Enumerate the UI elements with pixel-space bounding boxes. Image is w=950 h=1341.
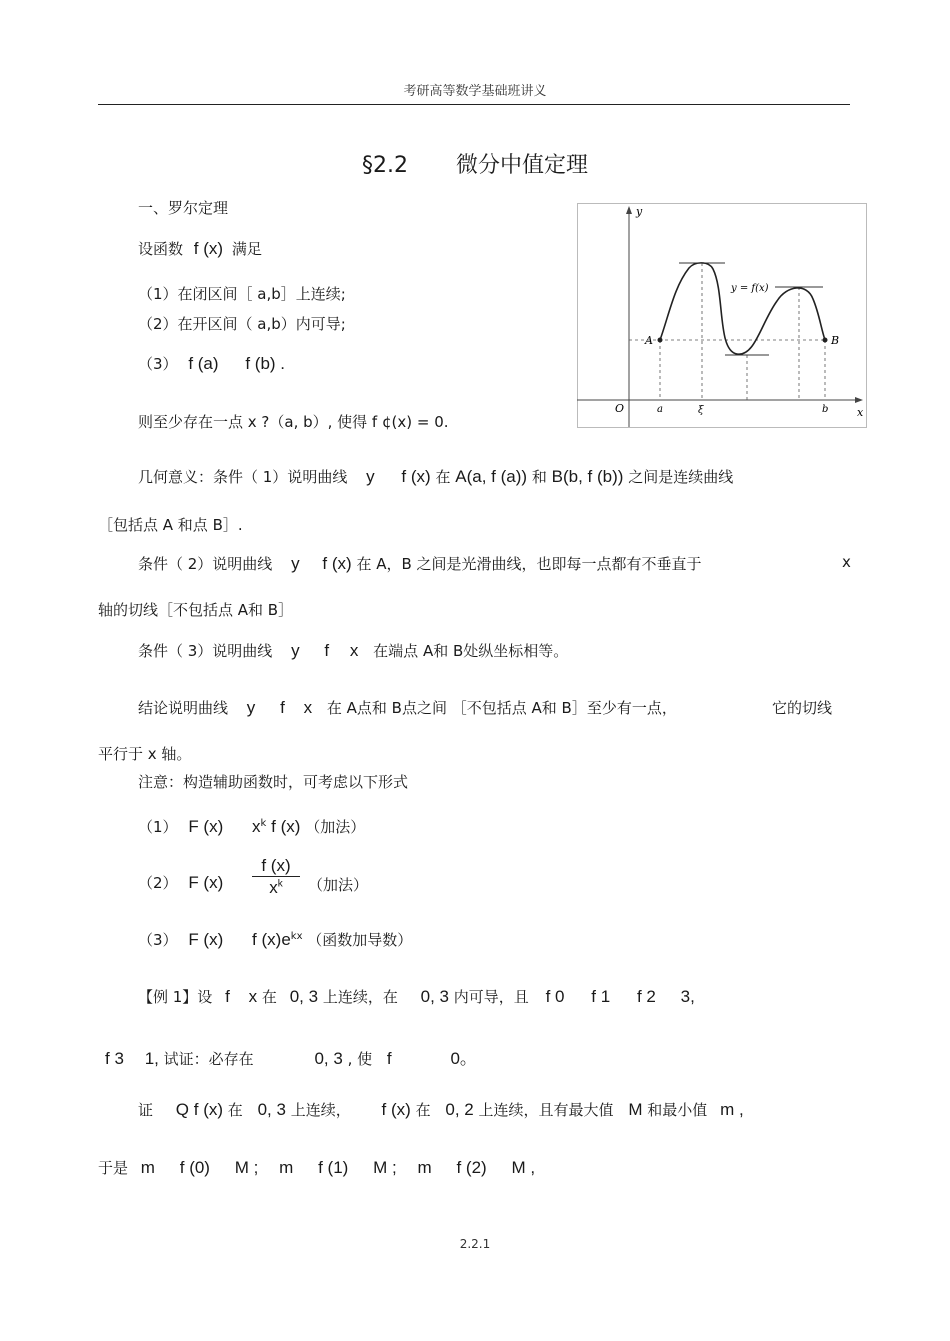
example-line-2: f 3 1, 试证：必存在 0, 3 , 使 f 0。 [105,1049,477,1068]
point-a-marker [658,338,663,343]
geo-line-1: 几何意义：条件（ 1）说明曲线 y f (x) 在 A(a, f (a)) 和 B(b, f (b)) 之间是连续曲线 [138,467,734,486]
header-rule [98,104,850,105]
theorem-conclusion: 则至少存在一点 x ?（a, b）, 使得 f ¢(x) = 0. [138,413,449,431]
proof-line-1: 证 Q f (x) 在 0, 3 上连续， f (x) 在 0, 2 上连续，且有最大值 M 和最小值 m , [138,1100,744,1119]
tick-b-label: b [822,404,829,415]
curve-label: y = f(x) [731,283,769,294]
point-b-marker [823,338,828,343]
geo-line-4: 轴的切线［不包括点 A和 B］ [98,601,294,619]
theorem-intro: 设函数 f (x) 满足 [138,239,262,258]
note-form-2-tag: （加法） [308,876,369,894]
rolle-figure [577,203,867,428]
note-form-3: （3） F (x) f $(x)e^{kx}$ （函数加导数） [138,930,413,949]
geo-line-3-x: x [842,553,851,571]
section-number: §2.2 [361,153,408,178]
geo-line-2: ［包括点 A 和点 B］. [98,516,243,534]
geo-line-6-end: 它的切线 [772,699,833,717]
example-line-1: 【例 1】设 f x 在 0, 3 上连续，在 0, 3 内可导，且 f 0 f 1 f 2 3, [138,987,695,1006]
note-form-2-fraction: f (x) $x^k$ [252,856,300,898]
geo-line-7: 平行于 x 轴。 [98,745,192,763]
origin-label: O [615,402,625,415]
section-name: 微分中值定理 [455,153,588,178]
tick-xi-label: ξ [698,405,704,416]
condition-3: （3） f (a) f (b) . [138,354,286,373]
subsection-heading: 一、罗尔定理 [138,199,229,217]
point-a-label: A [645,334,653,347]
y-axis-label: y [636,205,643,218]
note-form-2-label: （2） F (x) [138,873,224,892]
proof-line-2: 于是 m f (0) M ; m f (1) M ; m f (2) M , [98,1158,536,1177]
point-b-label: B [831,334,840,347]
condition-1: （1）在闭区间［ a,b］上连续; [138,285,346,303]
note-form-1: （1） F (x) $x^k$ f (x) （加法） [138,817,366,836]
page-number: 2.2.1 [459,1237,491,1251]
geo-line-3: 条件（ 2）说明曲线 y f (x) 在 A，B 之间是光滑曲线，也即每一点都有不垂直于 [138,554,702,573]
x-axis-label: x [857,406,864,419]
note-intro: 注意：构造辅助函数时，可考虑以下形式 [138,773,409,791]
tick-a-label: a [657,404,663,415]
section-title [0,148,950,179]
page-header: 考研高等数学基础班讲义 [403,84,547,99]
geo-line-5: 条件（ 3）说明曲线 y f x 在端点 A和 B处纵坐标相等。 [138,641,569,660]
condition-2: （2）在开区间（ a,b）内可导; [138,315,346,333]
geo-line-6: 结论说明曲线 y f x 在 A点和 B点之间 ［不包括点 A和 B］至少有一点， [138,698,677,717]
